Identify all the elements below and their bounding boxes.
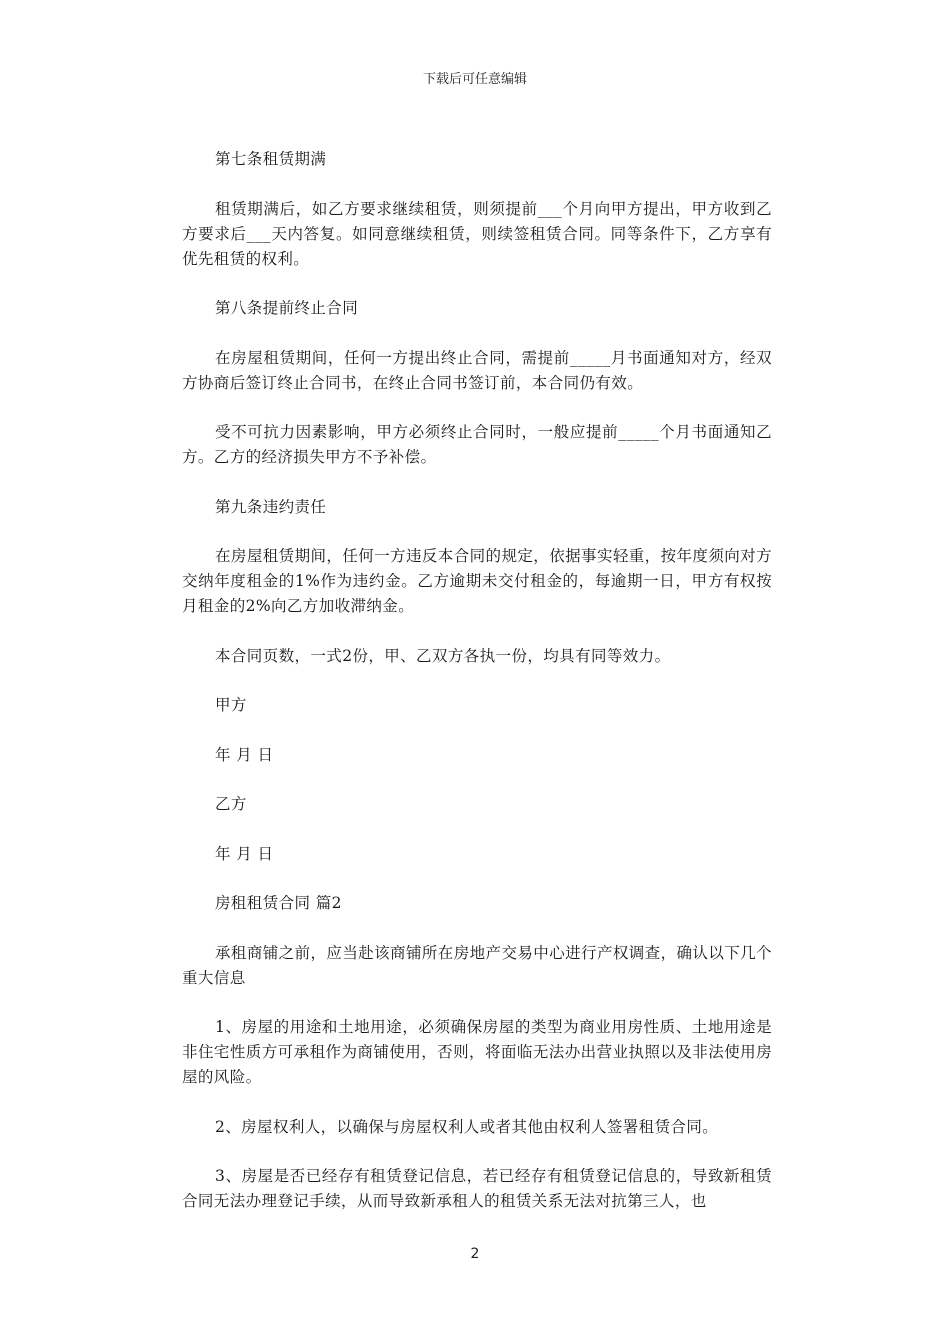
section-2-intro: 承租商铺之前，应当赴该商铺所在房地产交易中心进行产权调查，确认以下几个重大信息 xyxy=(182,943,772,987)
copies-clause: 本合同页数，一式2份，甲、乙双方各执一份，均具有同等效力。 xyxy=(215,646,671,665)
article-9-heading: 第九条违约责任 xyxy=(215,497,327,516)
article-7-text: 租赁期满后，如乙方要求继续租赁，则须提前___个月向甲方提出，甲方收到乙方要求后___天内答复。如同意继续租赁，则续签租赁合同。同等条件下，乙方享有优先租赁的权利。 xyxy=(182,199,772,268)
article-8-text-2: 受不可抗力因素影响，甲方必须终止合同时，一般应提前_____个月书面通知乙方。乙方的经济损失甲方不予补偿。 xyxy=(182,423,772,466)
document-body xyxy=(182,147,772,1239)
article-8-heading: 第八条提前终止合同 xyxy=(215,299,359,317)
article-7-heading: 第七条租赁期满 xyxy=(215,150,327,168)
party-a-label: 甲方 xyxy=(215,696,247,714)
list-item-1: 1、房屋的用途和土地用途，必须确保房屋的类型为商业用房性质、土地用途是非住宅性质方可承租作为商铺使用，否则，将面临无法办出营业执照以及非法使用房屋的风险。 xyxy=(182,1018,772,1086)
article-8-text-1: 在房屋租赁期间，任何一方提出终止合同，需提前_____月书面通知对方，经双方协商后签订终止合同书，在终止合同书签订前，本合同仍有效。 xyxy=(182,348,772,392)
party-b-date: 年 月 日 xyxy=(215,844,274,863)
header-note: 下载后可任意编辑 xyxy=(422,72,527,87)
page-number: 2 xyxy=(470,1246,480,1262)
article-9-text: 在房屋租赁期间，任何一方违反本合同的规定，依据事实轻重，按年度须向对方交纳年度租金的1%作为违约金。乙方逾期未交付租金的，每逾期一日，甲方有权按月租金的2%向乙方加收滞纳金。 xyxy=(182,547,772,615)
party-a-date: 年 月 日 xyxy=(215,745,274,764)
party-b-label: 乙方 xyxy=(215,795,247,813)
section-2-title: 房租租赁合同 篇2 xyxy=(215,894,342,912)
list-item-3: 3、房屋是否已经存有租赁登记信息，若已经存有租赁登记信息的，导致新租赁合同无法办理登记手续，从而导致新承租人的租赁关系无法对抗第三人，也 xyxy=(182,1167,772,1210)
list-item-2: 2、房屋权利人，以确保与房屋权利人或者其他由权利人签署租赁合同。 xyxy=(215,1117,719,1136)
